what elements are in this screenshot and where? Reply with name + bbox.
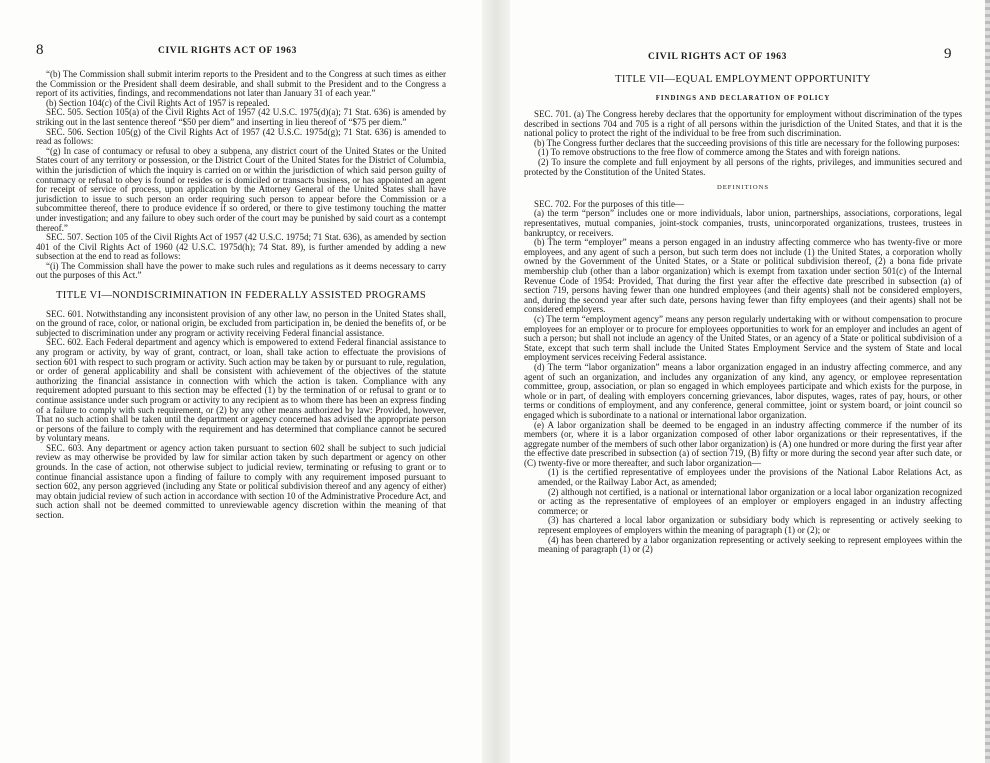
subheading-findings: FINDINGS AND DECLARATION OF POLICY: [655, 94, 831, 102]
paragraph: SEC. 507. Section 105 of the Civil Rights Act of 1957 (42 U.S.C. 1975d; 71 Stat. 636), as amended by section 401 of the Civil Rights Act of 1960 (42 U.S.C. 1975d(h); 74 Stat. 89), is further amended by adding a new subsection at the end to read as follows:: [36, 232, 446, 262]
paragraph: (b) The term “employer” means a person engaged in an industry affecting commerce who has twenty-five or more employees, and any agent of such a person, but such term does not include (1) the United States, a corporation wholly owned by the Government of the United States, or a State or political subdivision thereof, (2) a bona fide private membership club (other than a labor organization) which is exempt from taxation under section 501(c) of the Internal Revenue Code of 1954: Provided, That during the first year after the effective date prescribed in subsection (a) of section 719, persons having fewer than one hundred employees (and their agents) shall not be considered employers, and, during the second year after such date, persons having fewer than fifty employees (and their agents) shall not be considered employers.: [524, 237, 962, 315]
title-heading: TITLE VII—EQUAL EMPLOYMENT OPPORTUNITY: [615, 74, 871, 85]
paragraph: (3) has chartered a local labor organization or subsidiary body which is representing or actively seeking to represent employees of employers within the meaning of paragraph (1) or (2); or: [538, 515, 962, 536]
paragraph: SEC. 603. Any department or agency action taken pursuant to section 602 shall be subject to such judicial review as may otherwise be provided by law for similar action taken by such department or agency on other grounds. In the case of action, not otherwise subject to judicial review, terminating or refusing to grant or to continue financial assistance upon a finding of failure to comply with any requirement imposed pursuant to section 602, any person aggrieved (including any State or political subdivision thereof and any agency of either) may obtain judicial review of such action in accordance with section 10 of the Administrative Procedure Act, and such action shall not be deemed committed to unreviewable agency discretion within the meaning of that section.: [36, 442, 446, 521]
paragraph: (b) The Congress further declares that the succeeding provisions of this title are necessary for the following purposes:: [534, 137, 960, 148]
subheading-definitions: DEFINITIONS: [716, 184, 770, 192]
page-gutter: [482, 0, 510, 763]
title-heading: TITLE VI—NONDISCRIMINATION IN FEDERALLY ASSISTED PROGRAMS: [55, 290, 427, 302]
paragraph: SEC. 702. For the purposes of this title—: [534, 198, 685, 209]
paragraph: SEC. 506. Section 105(g) of the Civil Rights Act of 1957 (42 U.S.C. 1975d(g); 71 Stat. 636) is amended to read as follows:: [36, 126, 446, 147]
page-number: 9: [944, 46, 952, 62]
paragraph: (d) The term “labor organization” means a labor organization engaged in an industry affecting commerce, and any agent of such an organization, and includes any organization of any kind, any agency, or employee representation committee, group, association, or plan so engaged in which employees participate and which exists for the purpose, in whole or in part, of dealing with employers concerning grievances, labor disputes, wages, rates of pay, hours, or other terms or conditions of employment, and any conference, general committee, joint or system board, or joint council so engaged which is subordinate to a national or international labor organization.: [524, 361, 962, 420]
running-head: CIVIL RIGHTS ACT OF 1963: [158, 46, 297, 56]
right-text-column: [524, 74, 962, 555]
paragraph: (b) Section 104(c) of the Civil Rights Act of 1957 is repealed.: [46, 97, 270, 108]
paragraph: (e) A labor organization shall be deemed to be engaged in an industry affecting commerce if the number of its members (or, where it is a labor organization composed of other labor organizations or their representatives, if the aggregate number of the members of such other labor organization) is (A) one hundred or more during the first year after the effective date prescribed in subsection (a) of section 719, (B) fifty or more during the second year after such date, or (C) twenty-five or more thereafter, and such labor organization—: [524, 419, 962, 468]
paragraph: “(b) The Commission shall submit interim reports to the President and to the Congress at such times as either the Commission or the President shall deem desirable, and shall submit to the President and to the Congress a report of its activities, findings, and recommendations not later than January 31 of each year.”: [36, 69, 446, 99]
paragraph: SEC. 701. (a) The Congress hereby declares that the opportunity for employment without discrimination of the types described in sections 704 and 705 is a right of all persons within the jurisdiction of the United States, and that it is the national policy to protect the right of the individual to be free from such discrimination.: [524, 109, 962, 139]
paragraph: “(i) The Commission shall have the power to make such rules and regulations as it deems necessary to carry out the purposes of this Act.”: [36, 260, 446, 281]
paragraph: SEC. 601. Notwithstanding any inconsistent provision of any other law, no person in the United States shall, on the ground of race, color, or national origin, be excluded from participation in, be denied the benefits of, or be subjected to discrimination under any program or activity receiving Federal financial assistance.: [36, 308, 446, 338]
paragraph: (a) the term “person” includes one or more individuals, labor union, partnerships, associations, corporations, legal representatives, mutual companies, joint-stock companies, trusts, unincorporated organizations, trustees, trustees in bankruptcy, or receivers.: [524, 208, 962, 238]
paragraph: SEC. 602. Each Federal department and agency which is empowered to extend Federal financial assistance to any program or activity, by way of grant, contract, or loan, shall take action to effectuate the provisions of section 601 with respect to such program or activity. Such action may be taken by or pursuant to rule, regulation, or order of general applicability and shall be consistent with achievement of the objectives of the statute authorizing the financial assistance in connection with which the action is taken. Compliance with any requirement adopted pursuant to this section may be effected (1) by the termination of or refusal to grant or to continue assistance under such program or activity to any recipient as to whom there has been an express finding of a failure to comply with such requirement, or (2) by any other means authorized by law: Provided, however, That no such action shall be taken until the department or agency concerned has advised the appropriate person or persons of the failure to comply with the requirement and has determined that compliance cannot be secured by voluntary means.: [36, 337, 446, 444]
paragraph: (1) is the certified representative of employees under the provisions of the National Labor Relations Act, as amended, or the Railway Labor Act, as amended;: [538, 467, 962, 488]
paragraph: (4) has been chartered by a labor organization representing or actively seeking to represent employees within the meaning of paragraph (1) or (2): [538, 534, 962, 555]
paragraph: (2) To insure the complete and full enjoyment by all persons of the rights, privileges, and immunities secured and protected by the Constitution of the United States.: [524, 157, 962, 177]
paragraph: “(g) In case of contumacy or refusal to obey a subpena, any district court of the United States or the United States court of any territory or possession, or the District Court of the United States for the District of Columbia, within the jurisdiction of which the inquiry is carried on or within the jurisdiction of which said person guilty of contumacy or refusal to obey is found or resides or is domiciled or transacts business, or has appointed an agent for receipt of service of process, upon application by the Attorney General of the United States shall have jurisdiction to issue to such person an order requiring such person to appear before the Commission or a subcommittee thereof, there to produce evidence if so ordered, or there to give testimony touching the matter under investigation; and any failure to obey such order of the court may be punished by said court as a contempt thereof.”: [36, 145, 446, 233]
page-number: 8: [36, 42, 44, 58]
paragraph: (2) although not certified, is a national or international labor organization or a local labor organization recognized or acting as the representative of employees of an employer or employers engaged in an industry affecting commerce; or: [538, 486, 962, 516]
running-head: CIVIL RIGHTS ACT OF 1963: [648, 52, 787, 62]
paragraph: SEC. 505. Section 105(a) of the Civil Rights Act of 1957 (42 U.S.C. 1975(d)(a); 71 Stat. 636) is amended by striking out in the last sentence thereof “$50 per diem” and inserting in lieu thereof of “$75 per diem.”: [36, 107, 446, 127]
left-text-column: [36, 70, 446, 521]
left-page: [0, 0, 482, 763]
paragraph: (1) To remove obstructions to the free flow of commerce among the States and with foreign nations.: [538, 147, 901, 158]
paragraph: (c) The term “employment agency” means any person regularly undertaking with or without compensation to procure employees for an employer or to procure for employees opportunities to work for an employer and includes an agent of such a person; but shall not include an agency of the United States, or an agency of a State or political subdivision of a State, except that such term shall include the United States Employment Service and the system of State and local employment services receiving Federal assistance.: [524, 313, 962, 363]
right-page: [510, 0, 990, 763]
